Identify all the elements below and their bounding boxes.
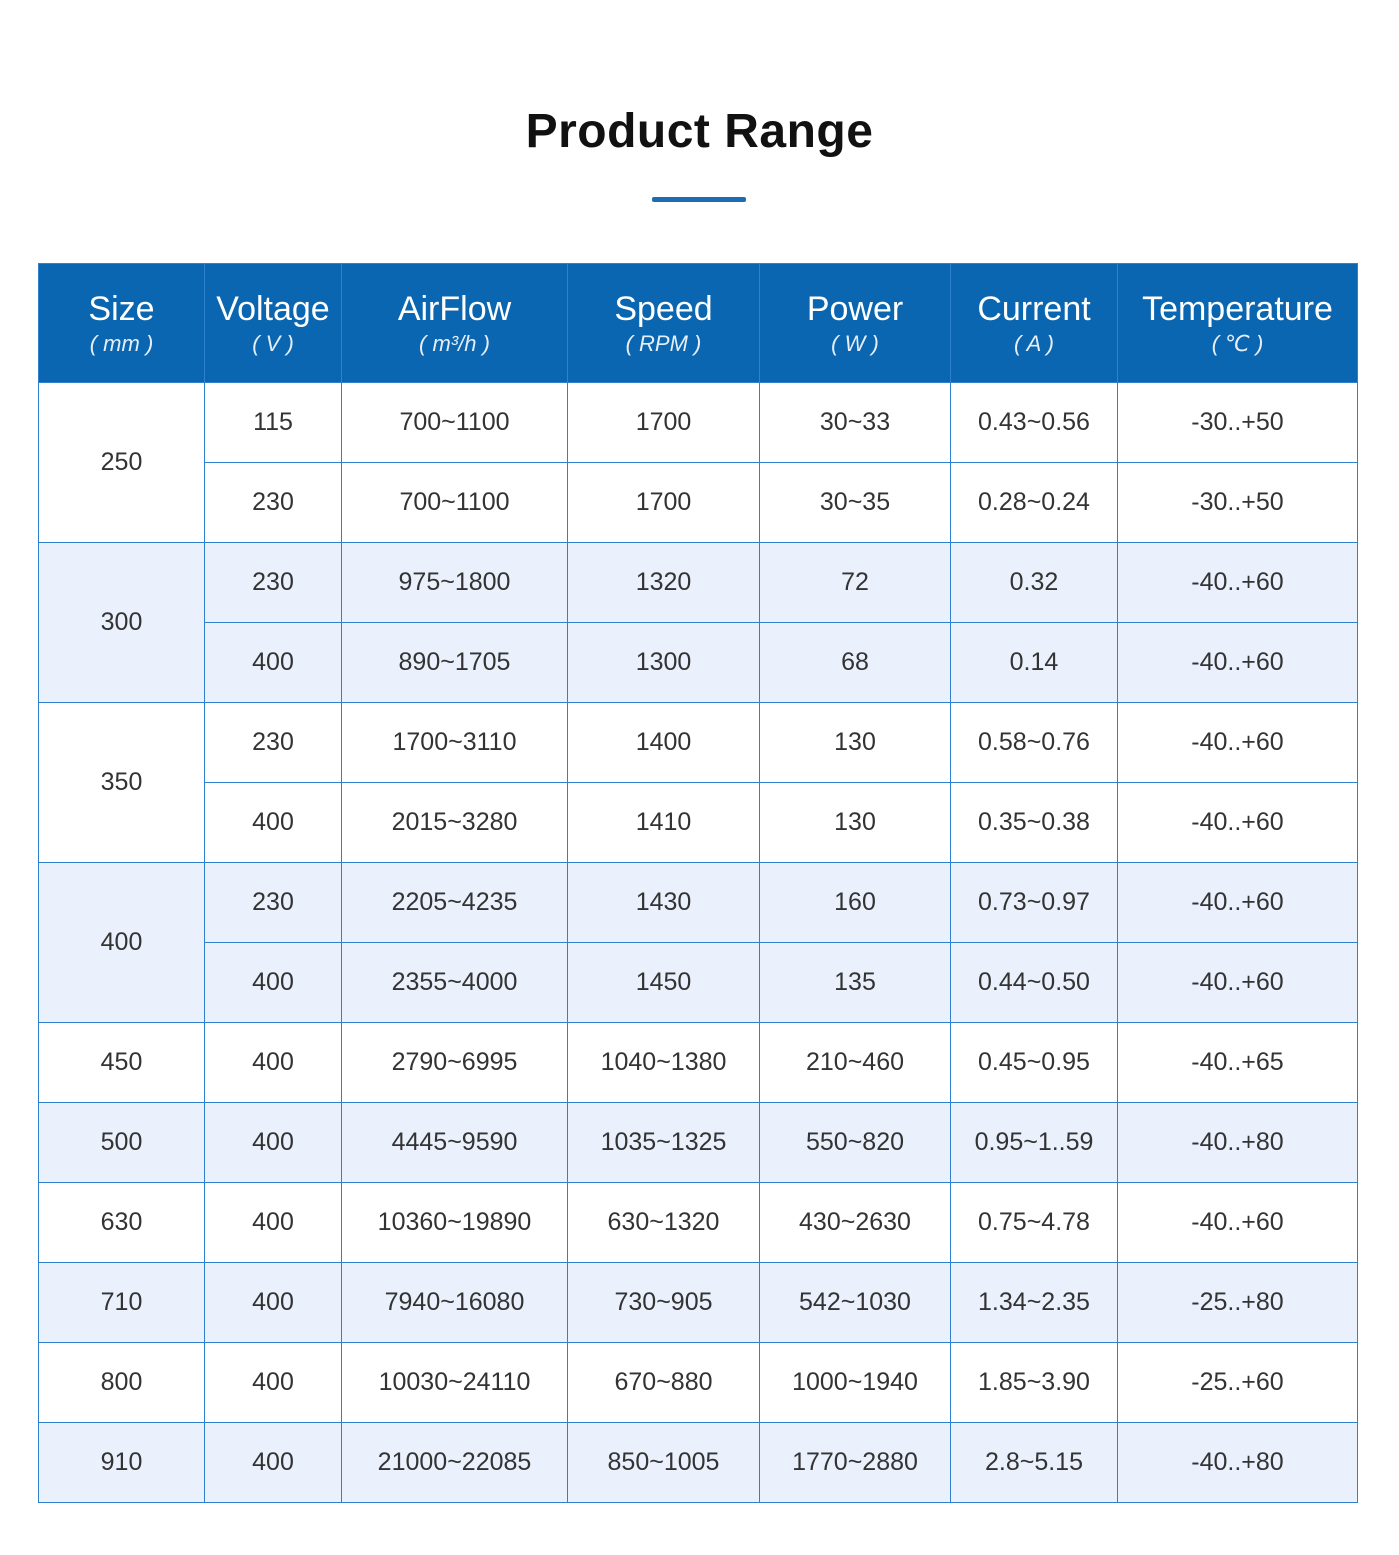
cell-airflow: 10030~24110 — [342, 1343, 568, 1423]
cell-size: 450 — [39, 1023, 205, 1103]
table-row — [39, 463, 1358, 543]
cell-speed: 630~1320 — [568, 1183, 760, 1263]
cell-voltage: 115 — [205, 383, 342, 463]
column-header-voltage — [205, 264, 342, 383]
column-header-label: Temperature — [1142, 290, 1333, 328]
cell-size: 800 — [39, 1343, 205, 1423]
cell-speed: 850~1005 — [568, 1423, 760, 1503]
cell-speed: 1320 — [568, 543, 760, 623]
column-header-label: Power — [806, 290, 904, 328]
cell-voltage: 400 — [205, 1023, 342, 1103]
cell-speed: 1450 — [568, 943, 760, 1023]
cell-current: 0.45~0.95 — [951, 1023, 1118, 1103]
column-header-current — [951, 264, 1118, 383]
cell-current: 0.43~0.56 — [951, 383, 1118, 463]
cell-voltage: 400 — [205, 1343, 342, 1423]
cell-power: 130 — [760, 783, 951, 863]
cell-voltage: 400 — [205, 1183, 342, 1263]
cell-temperature: -40..+60 — [1118, 703, 1358, 783]
cell-speed: 1700 — [568, 383, 760, 463]
cell-voltage: 400 — [205, 783, 342, 863]
cell-voltage: 230 — [205, 703, 342, 783]
column-header-unit: ( RPM ) — [625, 331, 702, 356]
title-underline — [652, 197, 746, 202]
cell-temperature: -25..+60 — [1118, 1343, 1358, 1423]
cell-power: 1770~2880 — [760, 1423, 951, 1503]
cell-speed: 1300 — [568, 623, 760, 703]
cell-temperature: -40..+60 — [1118, 1183, 1358, 1263]
cell-temperature: -40..+65 — [1118, 1023, 1358, 1103]
cell-size: 350 — [39, 703, 205, 863]
cell-power: 210~460 — [760, 1023, 951, 1103]
cell-power: 68 — [760, 623, 951, 703]
cell-airflow: 10360~19890 — [342, 1183, 568, 1263]
cell-current: 2.8~5.15 — [951, 1423, 1118, 1503]
column-header-unit: ( mm ) — [89, 331, 154, 356]
table-row — [39, 383, 1358, 463]
column-header-label: Current — [977, 290, 1091, 328]
cell-airflow: 700~1100 — [342, 463, 568, 543]
product-range-table — [38, 263, 1358, 1503]
cell-airflow: 2355~4000 — [342, 943, 568, 1023]
cell-size: 910 — [39, 1423, 205, 1503]
table-header-row — [39, 264, 1358, 383]
cell-voltage: 400 — [205, 1103, 342, 1183]
column-header-power — [760, 264, 951, 383]
cell-size: 500 — [39, 1103, 205, 1183]
cell-speed: 670~880 — [568, 1343, 760, 1423]
column-header-speed — [568, 264, 760, 383]
column-header-label: AirFlow — [397, 290, 512, 328]
column-header-unit: ( V ) — [252, 331, 294, 356]
column-header-label: Speed — [614, 290, 713, 328]
cell-power: 30~33 — [760, 383, 951, 463]
cell-speed: 1040~1380 — [568, 1023, 760, 1103]
cell-airflow: 4445~9590 — [342, 1103, 568, 1183]
cell-current: 0.28~0.24 — [951, 463, 1118, 543]
table-row — [39, 703, 1358, 783]
cell-current: 0.32 — [951, 543, 1118, 623]
cell-speed: 730~905 — [568, 1263, 760, 1343]
column-header-temperature — [1118, 264, 1358, 383]
cell-size: 630 — [39, 1183, 205, 1263]
cell-current: 1.85~3.90 — [951, 1343, 1118, 1423]
cell-current: 0.35~0.38 — [951, 783, 1118, 863]
cell-temperature: -40..+60 — [1118, 543, 1358, 623]
cell-power: 430~2630 — [760, 1183, 951, 1263]
cell-speed: 1400 — [568, 703, 760, 783]
column-header-label: Voltage — [216, 290, 330, 328]
cell-temperature: -30..+50 — [1118, 463, 1358, 543]
cell-power: 135 — [760, 943, 951, 1023]
cell-current: 0.44~0.50 — [951, 943, 1118, 1023]
cell-temperature: -40..+80 — [1118, 1423, 1358, 1503]
cell-airflow: 2015~3280 — [342, 783, 568, 863]
cell-speed: 1430 — [568, 863, 760, 943]
cell-power: 1000~1940 — [760, 1343, 951, 1423]
cell-airflow: 1700~3110 — [342, 703, 568, 783]
cell-airflow: 700~1100 — [342, 383, 568, 463]
cell-voltage: 400 — [205, 1263, 342, 1343]
cell-temperature: -40..+60 — [1118, 623, 1358, 703]
cell-airflow: 7940~16080 — [342, 1263, 568, 1343]
cell-speed: 1035~1325 — [568, 1103, 760, 1183]
cell-airflow: 21000~22085 — [342, 1423, 568, 1503]
cell-voltage: 400 — [205, 943, 342, 1023]
column-header-size — [39, 264, 205, 383]
cell-speed: 1700 — [568, 463, 760, 543]
cell-airflow: 2205~4235 — [342, 863, 568, 943]
cell-current: 0.95~1..59 — [951, 1103, 1118, 1183]
cell-current: 0.73~0.97 — [951, 863, 1118, 943]
cell-voltage: 400 — [205, 1423, 342, 1503]
table-row — [39, 1023, 1358, 1103]
column-header-airflow — [342, 264, 568, 383]
cell-voltage: 230 — [205, 863, 342, 943]
cell-airflow: 890~1705 — [342, 623, 568, 703]
cell-voltage: 400 — [205, 623, 342, 703]
cell-temperature: -25..+80 — [1118, 1263, 1358, 1343]
cell-airflow: 2790~6995 — [342, 1023, 568, 1103]
cell-power: 542~1030 — [760, 1263, 951, 1343]
cell-size: 400 — [39, 863, 205, 1023]
table-row — [39, 1103, 1358, 1183]
cell-power: 30~35 — [760, 463, 951, 543]
column-header-unit: ( A ) — [1014, 331, 1054, 356]
table-row — [39, 543, 1358, 623]
table-row — [39, 1343, 1358, 1423]
column-header-unit: ( ℃ ) — [1211, 331, 1264, 356]
page-title: Product Range — [525, 105, 874, 158]
cell-speed: 1410 — [568, 783, 760, 863]
table-row — [39, 863, 1358, 943]
column-header-unit: ( W ) — [831, 331, 879, 356]
cell-temperature: -30..+50 — [1118, 383, 1358, 463]
cell-size: 300 — [39, 543, 205, 703]
cell-voltage: 230 — [205, 463, 342, 543]
table-row — [39, 1423, 1358, 1503]
table-row — [39, 783, 1358, 863]
cell-power: 130 — [760, 703, 951, 783]
cell-temperature: -40..+60 — [1118, 943, 1358, 1023]
table-row — [39, 1183, 1358, 1263]
table-row — [39, 943, 1358, 1023]
cell-size: 710 — [39, 1263, 205, 1343]
cell-current: 0.75~4.78 — [951, 1183, 1118, 1263]
column-header-label: Size — [88, 290, 155, 328]
cell-size: 250 — [39, 383, 205, 543]
cell-airflow: 975~1800 — [342, 543, 568, 623]
cell-temperature: -40..+60 — [1118, 863, 1358, 943]
cell-power: 550~820 — [760, 1103, 951, 1183]
table-row — [39, 623, 1358, 703]
cell-temperature: -40..+80 — [1118, 1103, 1358, 1183]
cell-current: 0.14 — [951, 623, 1118, 703]
table-row — [39, 1263, 1358, 1343]
cell-power: 160 — [760, 863, 951, 943]
cell-voltage: 230 — [205, 543, 342, 623]
column-header-unit: ( m³/h ) — [419, 331, 490, 356]
cell-current: 0.58~0.76 — [951, 703, 1118, 783]
cell-temperature: -40..+60 — [1118, 783, 1358, 863]
cell-current: 1.34~2.35 — [951, 1263, 1118, 1343]
cell-power: 72 — [760, 543, 951, 623]
